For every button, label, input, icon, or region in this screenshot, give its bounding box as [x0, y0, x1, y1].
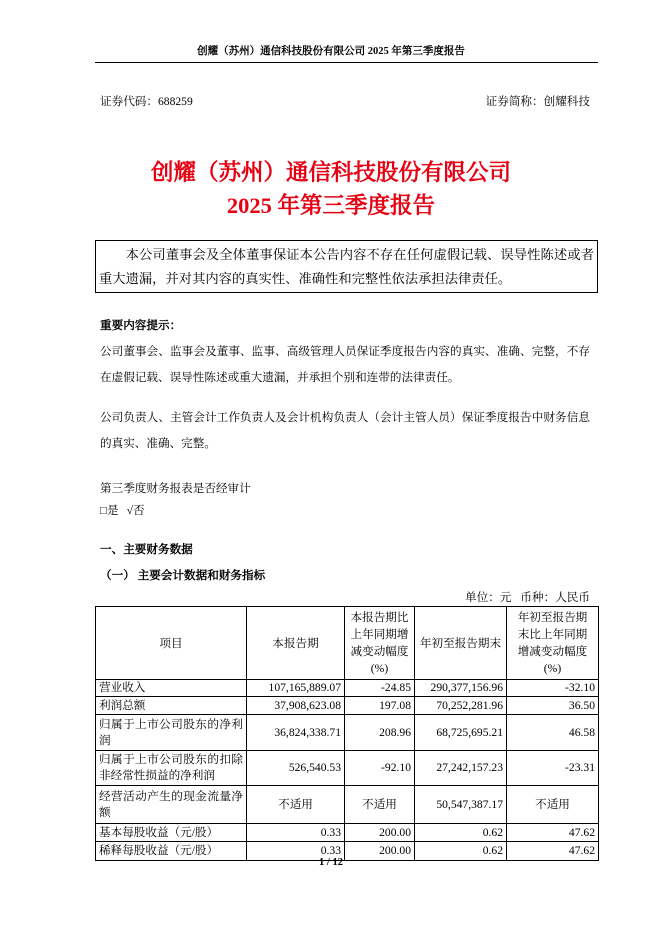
header-rule — [95, 62, 598, 63]
cell-ytd: 0.62 — [415, 824, 507, 842]
cell-ytd: 70,252,281.96 — [415, 697, 507, 715]
cell-current-period: 0.33 — [247, 842, 345, 861]
important-notice-heading: 重要内容提示： — [100, 319, 182, 332]
cell-ytd: 0.62 — [415, 842, 507, 861]
unit-note — [465, 591, 590, 605]
cell-ytd: 68,725,695.21 — [415, 715, 507, 751]
table-row — [96, 697, 599, 715]
page-number: 1 / 12 — [319, 857, 343, 868]
notice-paragraph: 公司负责人、主管会计工作负责人及会计机构负责人（会计主管人员）保证季度报告中财务信息的真实、准确、完整。 — [100, 411, 590, 450]
table-row — [96, 751, 599, 786]
cell-item: 基本每股收益（元/股） — [96, 824, 247, 842]
cell-ytd-change: -32.10 — [507, 680, 599, 697]
table-row — [96, 824, 599, 842]
subsection-heading: （一） 主要会计数据和财务指标 — [100, 569, 266, 582]
cell-ytd-change: 47.62 — [507, 824, 599, 842]
cell-item: 经营活动产生的现金流量净额 — [96, 786, 247, 824]
cell-ytd-change: 46.58 — [507, 715, 599, 751]
header-current-change-label: 本报告期比上年同期增减变动幅度(%) — [350, 611, 409, 675]
report-title — [0, 156, 662, 222]
cell-item: 利润总额 — [96, 697, 247, 715]
audit-option-yes: □是 — [100, 504, 119, 517]
cell-item: 归属于上市公司股东的净利润 — [96, 715, 247, 751]
header-item: 项目 — [96, 607, 247, 680]
table-header-row — [96, 607, 599, 680]
cell-current-change: -92.10 — [345, 751, 415, 786]
cell-current-period: 37,908,623.08 — [247, 697, 345, 715]
title-company: 创耀（苏州）通信科技股份有限公司 — [150, 160, 511, 185]
cell-ytd: 27,242,157.23 — [415, 751, 507, 786]
currency-label: 币种：人民币 — [520, 591, 590, 604]
financial-indicators-table — [95, 606, 599, 861]
unit-label: 单位：元 — [465, 591, 512, 604]
running-header: 创耀（苏州）通信科技股份有限公司 2025 年第三季度报告 — [197, 46, 465, 57]
header-current-period: 本报告期 — [247, 607, 345, 680]
table-row — [96, 715, 599, 751]
cell-ytd-change: 47.62 — [507, 842, 599, 861]
cell-current-period: 36,824,338.71 — [247, 715, 345, 751]
cell-current-change: 200.00 — [345, 842, 415, 861]
cell-item: 营业收入 — [96, 680, 247, 697]
cell-ytd-change: 不适用 — [507, 786, 599, 824]
stock-code: 证券代码：688259 — [100, 95, 193, 108]
table-row — [96, 680, 599, 697]
header-current-change — [345, 607, 415, 680]
cell-current-change: 197.08 — [345, 697, 415, 715]
cell-current-change: 不适用 — [345, 786, 415, 824]
table-row — [96, 786, 599, 824]
board-statement-box: 本公司董事会及全体董事保证本公告内容不存在任何虚假记载、误导性陈述或者重大遗漏，并对其内容的真实性、准确性和完整性依法承担法律责任。 — [95, 240, 598, 293]
cell-current-period: 不适用 — [247, 786, 345, 824]
cell-current-change: 200.00 — [345, 824, 415, 842]
cell-item: 归属于上市公司股东的扣除非经常性损益的净利润 — [96, 751, 247, 786]
audit-options — [100, 504, 145, 518]
header-ytd-change-label: 年初至报告期末比上年同期增减变动幅度(%) — [517, 611, 588, 675]
audit-question: 第三季度财务报表是否经审计 — [100, 482, 251, 495]
title-report: 2025 年第三季度报告 — [226, 193, 436, 218]
cell-current-period: 526,540.53 — [247, 751, 345, 786]
header-ytd: 年初至报告期末 — [415, 607, 507, 680]
cell-current-change: -24.85 — [345, 680, 415, 697]
notice-paragraph: 公司董事会、监事会及董事、监事、高级管理人员保证季度报告内容的真实、准确、完整，不存在虚假记载、误导性陈述或重大遗漏，并承担个别和连带的法律责任。 — [100, 345, 590, 384]
cell-ytd: 290,377,156.96 — [415, 680, 507, 697]
cell-current-period: 107,165,889.07 — [247, 680, 345, 697]
section-heading: 一、主要财务数据 — [100, 543, 193, 556]
cell-current-period: 0.33 — [247, 824, 345, 842]
header-ytd-change — [507, 607, 599, 680]
cell-item: 稀释每股收益（元/股） — [96, 842, 247, 861]
audit-option-no: √否 — [126, 504, 145, 517]
stock-short-name: 证券简称：创耀科技 — [485, 95, 590, 108]
cell-ytd-change: -23.31 — [507, 751, 599, 786]
cell-current-change: 208.96 — [345, 715, 415, 751]
cell-ytd: 50,547,387.17 — [415, 786, 507, 824]
cell-ytd-change: 36.50 — [507, 697, 599, 715]
